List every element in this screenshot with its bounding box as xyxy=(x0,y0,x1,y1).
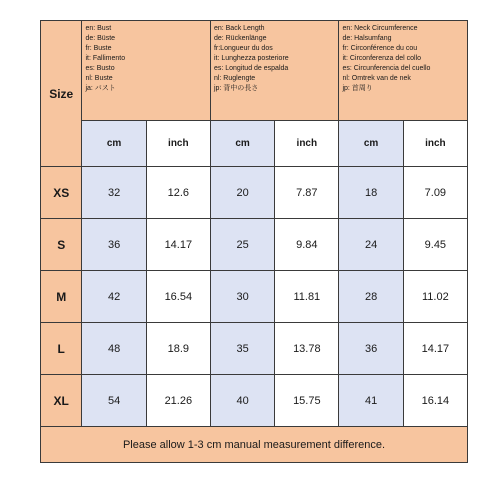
value-cell: 11.02 xyxy=(403,271,467,323)
size-label: S xyxy=(41,219,82,271)
table-row xyxy=(41,271,468,323)
neck-circumference-header xyxy=(339,21,468,121)
value-cell: 28 xyxy=(339,271,403,323)
bust-header xyxy=(82,21,211,121)
unit-header-cm: cm xyxy=(339,121,403,167)
footer-row xyxy=(41,427,468,463)
table-row xyxy=(41,375,468,427)
value-cell: 32 xyxy=(82,167,146,219)
measurement-line: it: Fallimento xyxy=(85,55,126,62)
measurement-line: fr:Longueur du dos xyxy=(213,45,273,52)
unit-header-inch: inch xyxy=(275,121,339,167)
measurement-line: en: Back Length xyxy=(213,25,265,32)
size-label: XL xyxy=(41,375,82,427)
measurement-line: nl: Ruglengte xyxy=(213,75,256,82)
value-cell: 42 xyxy=(82,271,146,323)
measurement-line: ja: バスト xyxy=(85,85,116,92)
table-row xyxy=(41,167,468,219)
measurement-line: it: Lunghezza posteriore xyxy=(213,55,289,62)
value-cell: 7.09 xyxy=(403,167,467,219)
unit-header-row xyxy=(41,121,468,167)
measurement-line: nl: Omtrek van de nek xyxy=(342,75,411,82)
table-row xyxy=(41,219,468,271)
size-table xyxy=(40,20,468,463)
value-cell: 14.17 xyxy=(403,323,467,375)
value-cell: 13.78 xyxy=(275,323,339,375)
measurement-line: en: Neck Circumference xyxy=(342,25,418,32)
value-cell: 24 xyxy=(339,219,403,271)
value-cell: 41 xyxy=(339,375,403,427)
measurement-line: nl: Buste xyxy=(85,75,113,82)
measurement-line: fr: Circonférence du cou xyxy=(342,45,418,52)
value-cell: 14.17 xyxy=(146,219,210,271)
measurement-line: de: Halsumfang xyxy=(342,35,392,42)
measurement-line: fr: Buste xyxy=(85,45,112,52)
value-cell: 9.84 xyxy=(275,219,339,271)
value-cell: 48 xyxy=(82,323,146,375)
value-cell: 12.6 xyxy=(146,167,210,219)
measurement-line: de: Büste xyxy=(85,35,116,42)
unit-header-cm: cm xyxy=(210,121,274,167)
value-cell: 16.54 xyxy=(146,271,210,323)
value-cell: 36 xyxy=(82,219,146,271)
unit-header-cm: cm xyxy=(82,121,146,167)
value-cell: 35 xyxy=(210,323,274,375)
value-cell: 20 xyxy=(210,167,274,219)
value-cell: 40 xyxy=(210,375,274,427)
value-cell: 25 xyxy=(210,219,274,271)
value-cell: 9.45 xyxy=(403,219,467,271)
measurement-line: en: Bust xyxy=(85,25,112,32)
measurement-line: jp: 背中の長さ xyxy=(213,85,259,92)
value-cell: 16.14 xyxy=(403,375,467,427)
value-cell: 36 xyxy=(339,323,403,375)
value-cell: 11.81 xyxy=(275,271,339,323)
measurement-line: it: Circonferenza del collo xyxy=(342,55,422,62)
size-label: L xyxy=(41,323,82,375)
table-row xyxy=(41,323,468,375)
measurement-header-row xyxy=(41,21,468,121)
size-column-header: Size xyxy=(41,21,82,167)
value-cell: 15.75 xyxy=(275,375,339,427)
back-length-header xyxy=(210,21,339,121)
size-label: XS xyxy=(41,167,82,219)
value-cell: 18 xyxy=(339,167,403,219)
unit-header-inch: inch xyxy=(146,121,210,167)
measurement-note: Please allow 1-3 cm manual measurement difference. xyxy=(41,427,468,463)
measurement-line: es: Busto xyxy=(85,65,115,72)
size-label: M xyxy=(41,271,82,323)
value-cell: 7.87 xyxy=(275,167,339,219)
value-cell: 30 xyxy=(210,271,274,323)
measurement-line: de: Rückenlänge xyxy=(213,35,267,42)
unit-header-inch: inch xyxy=(403,121,467,167)
measurement-line: jp: 首周り xyxy=(342,85,373,92)
value-cell: 54 xyxy=(82,375,146,427)
value-cell: 21.26 xyxy=(146,375,210,427)
size-chart xyxy=(40,20,468,462)
value-cell: 18.9 xyxy=(146,323,210,375)
measurement-line: es: Circunferencia del cuello xyxy=(342,65,431,72)
measurement-line: es: Longitud de espalda xyxy=(213,65,289,72)
